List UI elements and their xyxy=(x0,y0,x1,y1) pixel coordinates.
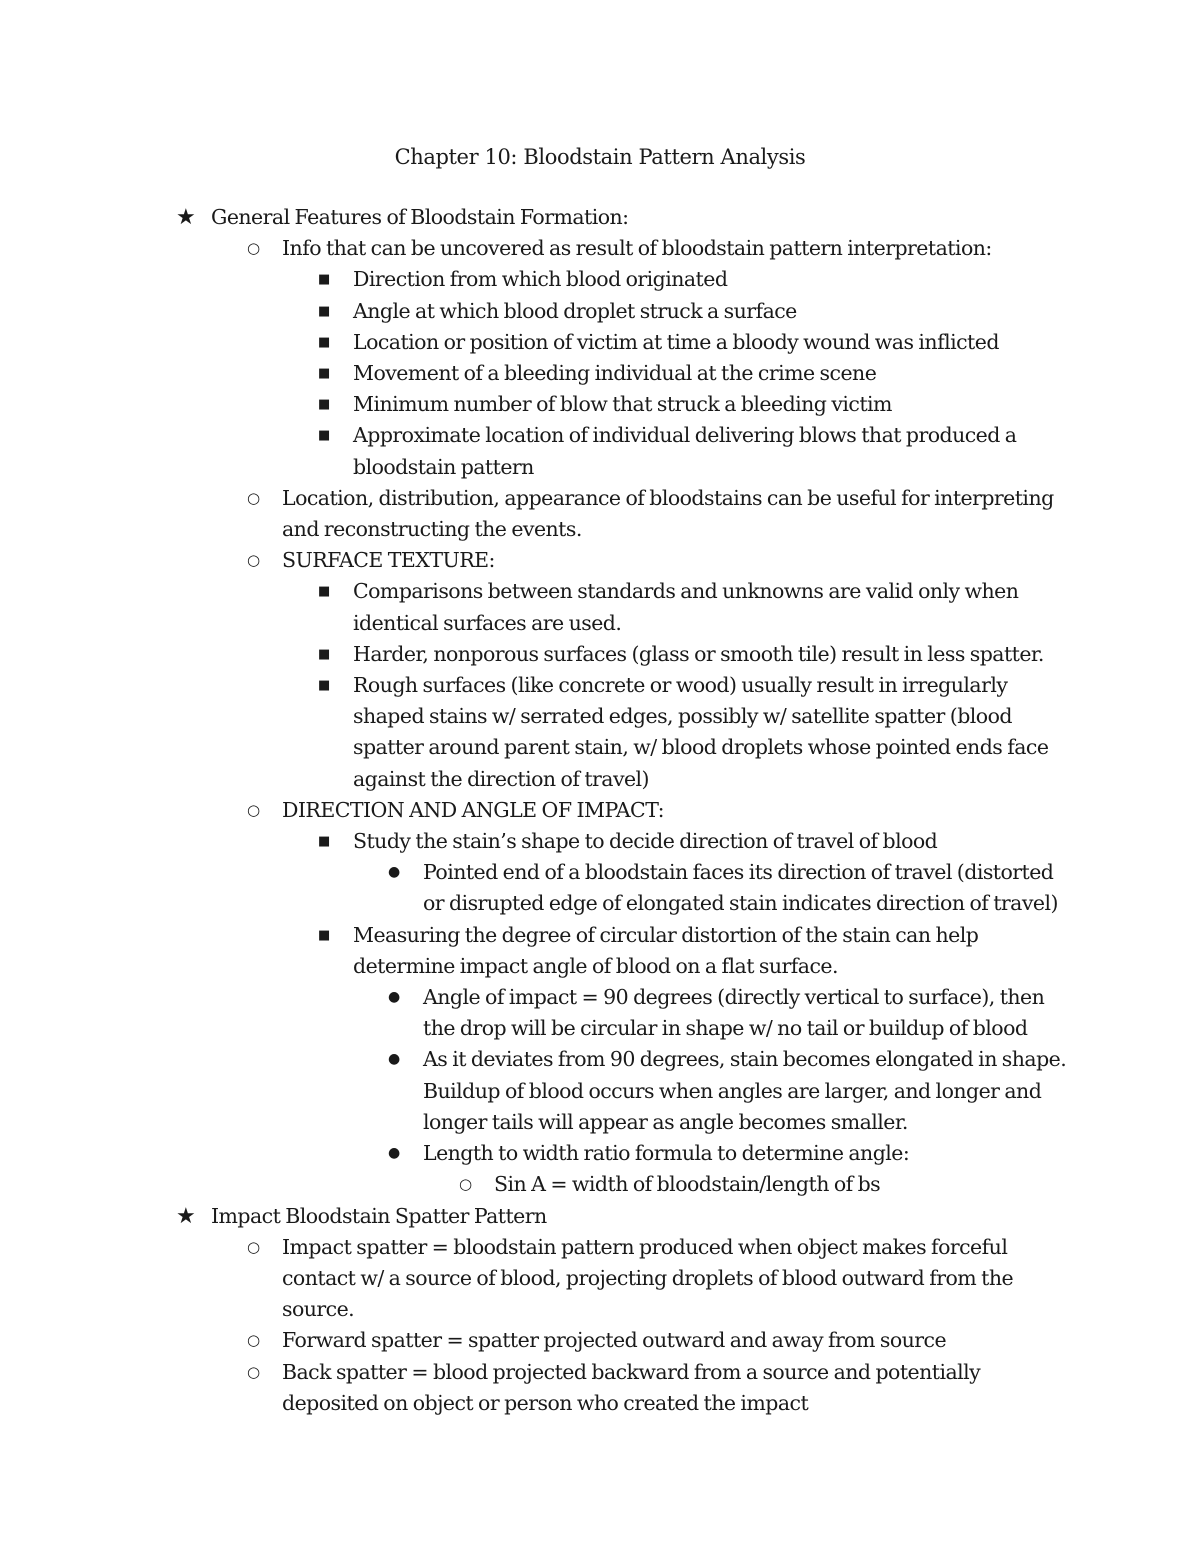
circle-bullet-icon: ○ xyxy=(247,551,260,570)
list-item-text: Pointed end of a bloodstain faces its direction of travel (distorted or disrupted edge of elongated stain indicates direction of travel) xyxy=(423,860,1058,916)
square-bullet-icon: ■ xyxy=(318,428,330,444)
list-item-text: Location, distribution, appearance of bloodstains can be useful for interpreting and reconstructing the events. xyxy=(282,485,1054,542)
square-bullet-icon: ■ xyxy=(318,334,330,350)
circle-bullet-icon: ○ xyxy=(247,1362,260,1381)
list-item xyxy=(0,545,1072,576)
list-item xyxy=(0,389,1073,420)
list-item xyxy=(0,1232,1072,1326)
list-item xyxy=(0,1325,1072,1356)
section-heading-text: Impact Bloodstain Spatter Pattern xyxy=(211,1203,547,1228)
formula-text: Sin A = width of bloodstain/length of bs xyxy=(494,1172,881,1197)
list-item xyxy=(0,982,1073,1044)
list-item-text: Measuring the degree of circular distortion of the stain can help determine impact angle of blood on a flat surface. xyxy=(353,922,979,978)
circle-bullet-icon: ○ xyxy=(247,488,260,507)
list-item xyxy=(0,1044,1073,1138)
list-item xyxy=(0,1357,1072,1419)
list-item xyxy=(0,639,1073,670)
list-item xyxy=(0,857,1073,919)
list-item xyxy=(0,296,1073,327)
list-item xyxy=(0,327,1073,358)
list-item xyxy=(0,670,1073,795)
list-item-text: Minimum number of blow that struck a bleeding victim xyxy=(353,392,892,417)
list-item-text: SURFACE TEXTURE: xyxy=(282,548,495,573)
section-heading-text: General Features of Bloodstain Formation: xyxy=(211,205,629,229)
list-item-text: Approximate location of individual delivering blows that produced a bloodstain pattern xyxy=(353,423,1017,479)
dot-bullet-icon: ● xyxy=(388,989,400,1006)
list-item xyxy=(0,795,1072,826)
section-heading xyxy=(0,1201,1091,1232)
list-item-text: As it deviates from 90 degrees, stain becomes elongated in shape. Buildup of blood occurs when angles are larger, and longer and longer tails will appear as angle becomes smaller. xyxy=(423,1047,1067,1134)
square-bullet-icon: ■ xyxy=(318,646,330,662)
list-item xyxy=(0,483,1072,545)
square-bullet-icon: ■ xyxy=(318,303,330,319)
star-bullet-icon: ★ xyxy=(176,205,196,230)
list-item-text: Angle at which blood droplet struck a surface xyxy=(353,298,797,323)
notes-outline xyxy=(0,202,1200,1419)
list-item-text: Rough surfaces (like concrete or wood) usually result in irregularly shaped stains w/ serrated edges, possibly w/ satellite spatter (blood spatter around parent stain, w/ blood droplets whose pointed ends face against the direction of travel) xyxy=(353,673,1049,791)
list-item-text: Direction from which blood originated xyxy=(353,267,728,292)
list-item xyxy=(0,358,1073,389)
list-item-text: Movement of a bleeding individual at the crime scene xyxy=(353,361,877,386)
square-bullet-icon: ■ xyxy=(318,397,330,413)
circle-bullet-icon: ○ xyxy=(459,1175,472,1194)
square-bullet-icon: ■ xyxy=(318,584,330,600)
circle-bullet-icon: ○ xyxy=(247,1331,260,1350)
list-item-text: Angle of impact = 90 degrees (directly vertical to surface), then the drop will be circular in shape w/ no tail or buildup of blood xyxy=(423,985,1045,1041)
dot-bullet-icon: ● xyxy=(388,1145,400,1162)
list-item-text: Length to width ratio formula to determine angle: xyxy=(423,1141,910,1166)
page-title: Chapter 10: Bloodstain Pattern Analysis xyxy=(394,145,806,169)
square-bullet-icon: ■ xyxy=(318,366,330,382)
list-item-text: Location or position of victim at time a bloody wound was inflicted xyxy=(353,329,999,354)
list-item-text: Info that can be uncovered as result of bloodstain pattern interpretation: xyxy=(282,236,992,261)
circle-bullet-icon: ○ xyxy=(247,239,260,258)
square-bullet-icon: ■ xyxy=(318,927,330,943)
list-item-text: Comparisons between standards and unknowns are valid only when identical surfaces are used. xyxy=(353,579,1019,635)
list-item-text: Study the stain’s shape to decide direction of travel of blood xyxy=(353,829,938,854)
list-item xyxy=(0,920,1073,982)
list-item xyxy=(0,1169,1074,1200)
square-bullet-icon: ■ xyxy=(318,834,330,850)
list-item-text: Forward spatter = spatter projected outward and away from source xyxy=(282,1328,947,1353)
list-item-text: Harder, nonporous surfaces (glass or smooth tile) result in less spatter. xyxy=(353,641,1044,666)
list-item xyxy=(0,1138,1073,1169)
list-item xyxy=(0,264,1073,295)
square-bullet-icon: ■ xyxy=(318,272,330,288)
star-bullet-icon: ★ xyxy=(176,1203,196,1229)
list-item xyxy=(0,233,1072,264)
list-item-text: Back spatter = blood projected backward from a source and potentially deposited on object or person who created the impact xyxy=(282,1359,981,1415)
list-item-text: DIRECTION AND ANGLE OF IMPACT: xyxy=(282,797,664,822)
list-item xyxy=(0,576,1073,638)
dot-bullet-icon: ● xyxy=(388,1051,400,1068)
section-heading xyxy=(0,202,1091,233)
circle-bullet-icon: ○ xyxy=(247,1237,260,1256)
dot-bullet-icon: ● xyxy=(388,864,400,881)
list-item xyxy=(0,420,1073,482)
list-item xyxy=(0,826,1073,857)
circle-bullet-icon: ○ xyxy=(247,800,260,819)
square-bullet-icon: ■ xyxy=(318,678,330,694)
list-item-text: Impact spatter = bloodstain pattern produced when object makes forceful contact w/ a source of blood, projecting droplets of blood outward from the source. xyxy=(282,1234,1014,1322)
